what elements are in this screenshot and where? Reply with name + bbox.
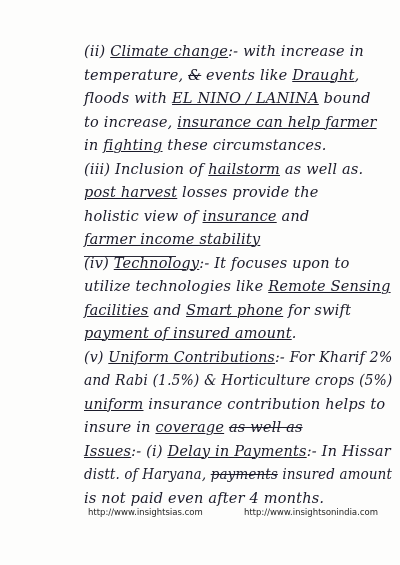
text-fragment: , — [354, 67, 360, 84]
text-fragment: insured amount — [277, 467, 393, 483]
text-line — [84, 185, 319, 201]
text-line — [84, 491, 324, 507]
footer-left-url[interactable]: http://www.insightsias.com — [88, 508, 203, 518]
text-line — [84, 68, 359, 84]
underlined-phrase: Issues — [84, 443, 132, 460]
text-line — [84, 138, 327, 154]
footer-urls — [88, 508, 378, 518]
text-fragment: :- It focuses upon to — [199, 255, 350, 272]
text-fragment: bound — [318, 91, 371, 107]
text-line — [84, 232, 260, 248]
text-line — [84, 420, 303, 436]
text-fragment: (ii) — [84, 44, 111, 60]
text-fragment: insurance contribution helps to — [143, 396, 386, 413]
text-fragment: :- (i) — [131, 443, 168, 460]
text-fragment: distt. of Haryana, — [84, 467, 211, 483]
text-line — [84, 44, 364, 60]
text-line — [84, 209, 309, 225]
text-fragment: (iii) Inclusion of — [84, 161, 209, 178]
text-fragment: insure in — [84, 420, 156, 436]
struck-phrase: as well as — [228, 420, 303, 436]
text-line — [84, 303, 351, 319]
text-fragment: is not paid even after 4 months. — [84, 490, 325, 507]
text-line — [84, 326, 297, 342]
text-fragment: :- For Kharif 2% — [274, 349, 393, 366]
struck-phrase: & — [188, 67, 202, 84]
text-line — [84, 162, 363, 178]
text-fragment: to increase, — [84, 114, 178, 131]
underlined-phrase: Uniform Contributions — [108, 349, 275, 366]
underlined-phrase: uniform — [84, 396, 144, 413]
text-fragment: floods with — [84, 91, 173, 107]
underlined-phrase: Delay in Payments — [167, 443, 307, 460]
underlined-phrase: Smart phone — [186, 302, 284, 319]
text-line — [84, 256, 350, 272]
text-fragment: holistic view of — [84, 208, 203, 225]
text-fragment: in — [84, 138, 104, 154]
underlined-phrase: fighting — [103, 138, 163, 154]
underlined-phrase: coverage — [155, 420, 225, 436]
text-fragment: :- with increase in — [228, 44, 364, 60]
text-fragment: . — [291, 326, 297, 342]
text-line — [84, 91, 371, 107]
text-line — [84, 115, 377, 131]
text-fragment: utilize technologies like — [84, 279, 269, 295]
text-fragment: events like — [201, 67, 293, 84]
text-fragment: and Rabi (1.5%) & Horticulture crops (5%) — [84, 373, 393, 389]
underlined-phrase: insurance can help farmer — [177, 114, 377, 131]
footer-right-url[interactable]: http://www.insightsonindia.com — [243, 508, 378, 518]
text-fragment: losses provide the — [177, 185, 319, 201]
text-fragment: :- In Hissar — [306, 443, 391, 460]
text-fragment: (iv) — [84, 255, 114, 272]
underlined-phrase: insurance — [202, 208, 277, 225]
underlined-phrase: EL NINO / LANINA — [172, 91, 319, 107]
underlined-phrase: Draught — [292, 67, 355, 84]
text-fragment: for swift — [283, 302, 352, 319]
text-fragment: and — [276, 208, 310, 225]
text-fragment: and — [148, 302, 187, 319]
text-line — [84, 350, 392, 366]
text-line — [84, 373, 392, 389]
text-fragment: temperature, — [84, 67, 189, 84]
struck-phrase: payments — [210, 467, 278, 483]
text-line — [84, 397, 385, 413]
text-line — [84, 467, 392, 483]
underlined-phrase: farmer income stability — [84, 232, 261, 248]
underlined-phrase: Technology — [113, 255, 200, 272]
underlined-phrase: hailstorm — [208, 161, 281, 178]
text-fragment: these circumstances. — [162, 138, 327, 154]
underlined-phrase: Climate change — [110, 44, 229, 60]
underlined-phrase: post harvest — [84, 185, 178, 201]
text-fragment: as well as. — [280, 161, 364, 178]
underlined-phrase: facilities — [84, 302, 149, 319]
text-line — [84, 279, 391, 295]
underlined-phrase: payment of insured amount — [84, 326, 292, 342]
underlined-phrase: Remote Sensing — [268, 279, 391, 295]
text-line — [84, 444, 391, 460]
text-fragment: (v) — [84, 349, 109, 366]
